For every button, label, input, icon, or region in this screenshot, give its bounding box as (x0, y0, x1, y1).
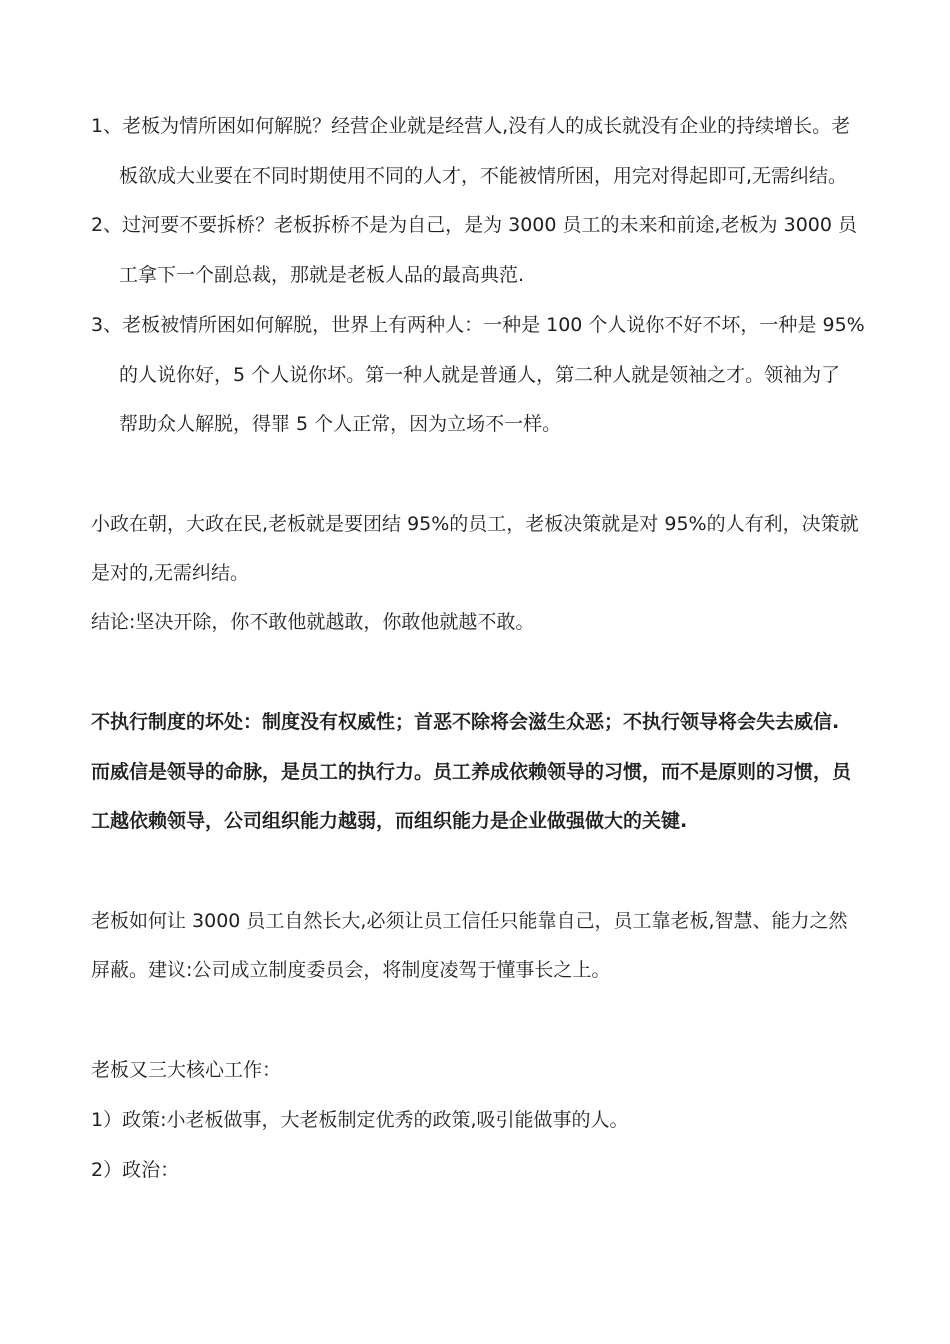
bold-paragraph-line-1: 不执行制度的坏处：制度没有权威性；首恶不除将会滋生众恶；不执行领导将会失去威信. (91, 711, 840, 733)
list-item-1-line-2: 板欲成大业要在不同时期使用不同的人才，不能被情所困，用完对得起即可,无需纠结。 (119, 165, 848, 187)
list-item-3-line-1: 3、老板被情所困如何解脱，世界上有两种人：一种是 100 个人说你不好不坏，一种是 95% (91, 314, 865, 336)
core-work-item-1: 1）政策:小老板做事，大老板制定优秀的政策,吸引能做事的人。 (91, 1109, 629, 1131)
paragraph-1-line-1: 小政在朝，大政在民,老板就是要团结 95%的员工，老板决策就是对 95%的人有利，决策就 (91, 513, 859, 535)
core-work-heading: 老板又三大核心工作： (91, 1059, 282, 1081)
paragraph-2-line-2: 屏蔽。建议:公司成立制度委员会，将制度凌驾于懂事长之上。 (91, 959, 611, 981)
paragraph-2-line-1: 老板如何让 3000 员工自然长大,必须让员工信任只能靠自己，员工靠老板,智慧、能力之然 (91, 910, 848, 932)
list-item-2-line-2: 工拿下一个副总裁，那就是老板人品的最高典范. (119, 264, 525, 286)
list-item-2-line-1: 2、过河要不要拆桥？老板拆桥不是为自己，是为 3000 员工的未来和前途,老板为 3000 员 (91, 214, 857, 236)
conclusion-line: 结论:坚决开除，你不敢他就越敢，你敢他就越不敢。 (91, 611, 535, 633)
list-item-1-line-1: 1、老板为情所困如何解脱？经营企业就是经营人,没有人的成长就没有企业的持续增长。老 (91, 115, 851, 137)
paragraph-1-line-2: 是对的,无需纠结。 (91, 562, 250, 584)
list-item-3-line-2: 的人说你好，5 个人说你坏。第一种人就是普通人，第二种人就是领袖之才。领袖为了 (119, 364, 841, 386)
core-work-item-2: 2）政治： (91, 1159, 180, 1181)
list-item-3-line-3: 帮助众人解脱，得罪 5 个人正常，因为立场不一样。 (119, 413, 562, 435)
bold-paragraph-line-2: 而威信是领导的命脉，是员工的执行力。员工养成依赖领导的习惯，而不是原则的习惯，员 (91, 761, 852, 783)
bold-paragraph-line-3: 工越依赖领导，公司组织能力越弱，而组织能力是企业做强做大的关键. (91, 810, 688, 832)
